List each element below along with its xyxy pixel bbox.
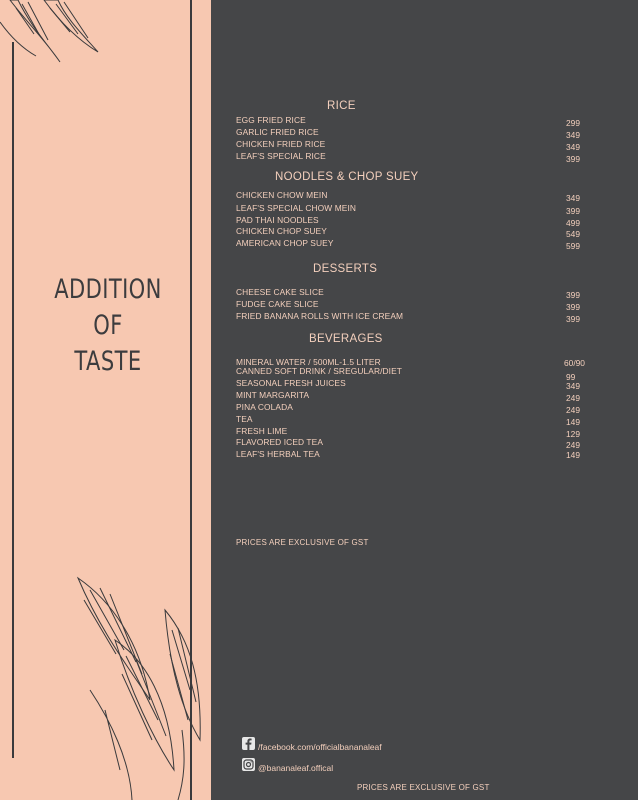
item-name: PAD THAI NOODLES <box>236 215 319 225</box>
tagline-line-2: OF <box>93 310 123 341</box>
instagram-handle: @bananaleaf.offical <box>258 763 334 773</box>
item-name: FRESH LIME <box>236 426 288 436</box>
item-name: MINERAL WATER / 500ML-1.5 LITER <box>236 357 381 367</box>
item-price: 349 <box>566 193 580 203</box>
item-price: 349 <box>566 381 580 391</box>
menu-item <box>236 402 596 414</box>
tagline-line-3: TASTE <box>74 346 142 377</box>
item-name: TEA <box>236 414 253 424</box>
restaurant-tagline <box>53 272 162 380</box>
banana-leaf-bottom-illustration <box>70 570 211 800</box>
item-name: CHEESE CAKE SLICE <box>236 287 324 297</box>
item-price: 399 <box>566 206 580 216</box>
banana-leaf-top-illustration <box>0 0 120 80</box>
item-price: 249 <box>566 393 580 403</box>
item-name: PINA COLADA <box>236 402 293 412</box>
item-price: 299 <box>566 118 580 128</box>
item-price: 399 <box>566 154 580 164</box>
instagram-link[interactable] <box>242 758 442 774</box>
item-name: CANNED SOFT DRINK / SREGULAR/DIET <box>236 366 403 376</box>
item-name: FRIED BANANA ROLLS WITH ICE CREAM <box>236 311 404 321</box>
menu-item <box>236 449 596 461</box>
item-name: LEAF'S HERBAL TEA <box>236 449 320 459</box>
item-price: 99 <box>566 372 576 382</box>
item-price: 349 <box>566 142 580 152</box>
item-name: MINT MARGARITA <box>236 390 310 400</box>
item-price: 249 <box>566 440 580 450</box>
item-name: SEASONAL FRESH JUICES <box>236 378 346 388</box>
item-price: 599 <box>566 241 580 251</box>
item-price: 129 <box>566 429 580 439</box>
item-price: 399 <box>566 290 580 300</box>
item-name: CHICKEN CHOW MEIN <box>236 190 328 200</box>
gst-note: PRICES ARE EXCLUSIVE OF GST <box>236 538 369 547</box>
menu-item <box>236 311 596 323</box>
frame-line-left <box>12 42 14 758</box>
menu-item <box>236 287 596 299</box>
item-price: 499 <box>566 218 580 228</box>
left-panel <box>0 0 211 800</box>
item-name: CHICKEN FRIED RICE <box>236 139 326 149</box>
item-name: FUDGE CAKE SLICE <box>236 299 319 309</box>
menu-item <box>236 115 596 127</box>
section-title-rice: RICE <box>327 100 356 112</box>
facebook-handle: /facebook.com/officialbananaleaf <box>258 742 382 752</box>
menu-item <box>236 299 596 311</box>
tagline-line-1: ADDITION <box>54 274 162 305</box>
item-name: EGG FRIED RICE <box>236 115 306 125</box>
item-name: FLAVORED ICED TEA <box>236 437 324 447</box>
item-name: AMERICAN CHOP SUEY <box>236 238 334 248</box>
menu-item <box>236 203 596 215</box>
menu-item <box>236 238 596 250</box>
instagram-icon <box>242 758 255 771</box>
item-price: 249 <box>566 405 580 415</box>
menu-item <box>236 366 596 382</box>
item-price: 399 <box>566 314 580 324</box>
section-title-desserts: DESSERTS <box>313 263 378 275</box>
item-price: 149 <box>566 417 580 427</box>
item-price: 399 <box>566 302 580 312</box>
item-price: 149 <box>566 450 580 460</box>
item-name: CHICKEN CHOP SUEY <box>236 226 327 236</box>
menu-item <box>236 151 596 163</box>
item-price: 349 <box>566 130 580 140</box>
item-name: GARLIC FRIED RICE <box>236 127 319 137</box>
section-title-noodles: NOODLES & CHOP SUEY <box>275 171 419 183</box>
menu-item <box>236 414 596 426</box>
facebook-icon <box>242 737 255 750</box>
menu-item <box>236 139 596 151</box>
footer-gst-note: PRICES ARE EXCLUSIVE OF GST <box>357 783 490 792</box>
facebook-link[interactable] <box>242 737 442 753</box>
item-price: 60/90 <box>564 358 585 368</box>
menu-item <box>236 437 596 449</box>
menu-item <box>236 378 596 390</box>
section-title-beverages: BEVERAGES <box>309 333 383 345</box>
menu-item <box>236 127 596 139</box>
item-price: 549 <box>566 229 580 239</box>
item-name: LEAF'S SPECIAL CHOW MEIN <box>236 203 357 213</box>
menu-item <box>236 390 596 402</box>
menu-item <box>236 190 596 202</box>
item-name: LEAF'S SPECIAL RICE <box>236 151 326 161</box>
menu-item <box>236 226 596 238</box>
